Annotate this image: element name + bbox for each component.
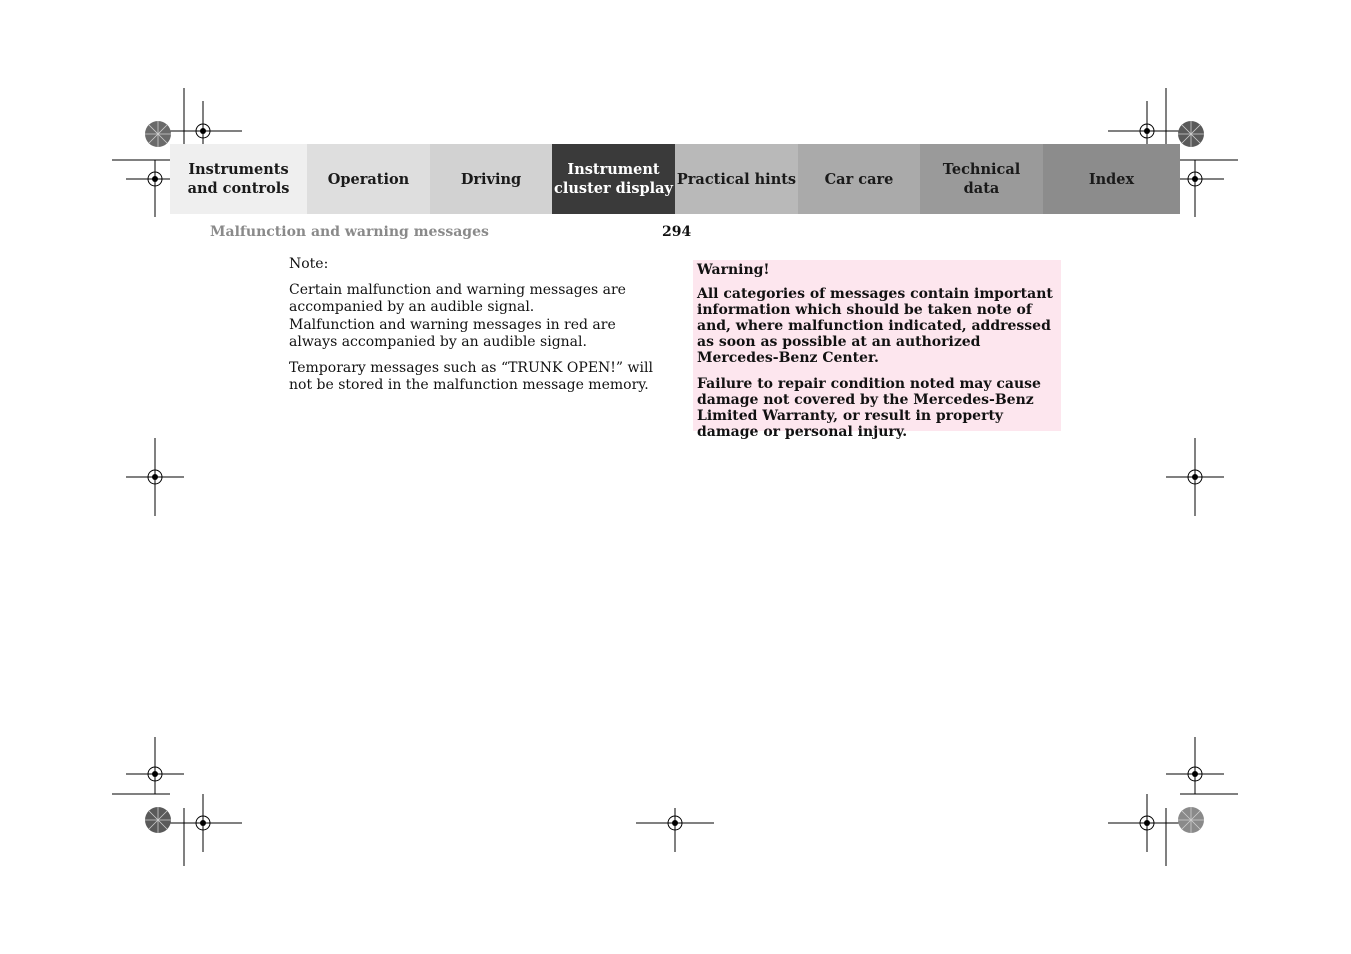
note-paragraph: Malfunction and warning messages in red are always accompanied by an audible signal. bbox=[289, 316, 616, 350]
warning-box bbox=[693, 260, 1061, 440]
warning-paragraph: All categories of messages contain important information which should be taken note of and, where malfunction indicated, addressed as soon as possible at an authorized Mercedes-Benz Center. bbox=[697, 286, 1053, 366]
section-title: Malfunction and warning messages bbox=[210, 224, 489, 240]
note-paragraph: Temporary messages such as “TRUNK OPEN!” will not be stored in the malfunction message memory. bbox=[289, 359, 653, 393]
tab-driving[interactable]: Driving bbox=[430, 144, 552, 214]
tab-instrument-cluster-display[interactable]: Instrument cluster display bbox=[552, 144, 675, 214]
chapter-navigation bbox=[170, 144, 1180, 214]
tab-car-care[interactable]: Car care bbox=[798, 144, 920, 214]
warning-paragraph: Failure to repair condition noted may cause damage not covered by the Mercedes-Benz Limited Warranty, or result in property damage or personal injury. bbox=[697, 376, 1041, 440]
note-label: Note: bbox=[289, 256, 329, 272]
tab-instruments-and-controls[interactable]: Instruments and controls bbox=[170, 144, 307, 214]
warning-title: Warning! bbox=[697, 262, 770, 278]
tab-index[interactable]: Index bbox=[1043, 144, 1180, 214]
note-block bbox=[289, 256, 659, 403]
tab-technical-data[interactable]: Technical data bbox=[920, 144, 1043, 214]
tab-operation[interactable]: Operation bbox=[307, 144, 430, 214]
page-number: 294 bbox=[662, 224, 692, 240]
tab-practical-hints[interactable]: Practical hints bbox=[675, 144, 798, 214]
note-paragraph: Certain malfunction and warning messages are accompanied by an audible signal. bbox=[289, 281, 626, 315]
